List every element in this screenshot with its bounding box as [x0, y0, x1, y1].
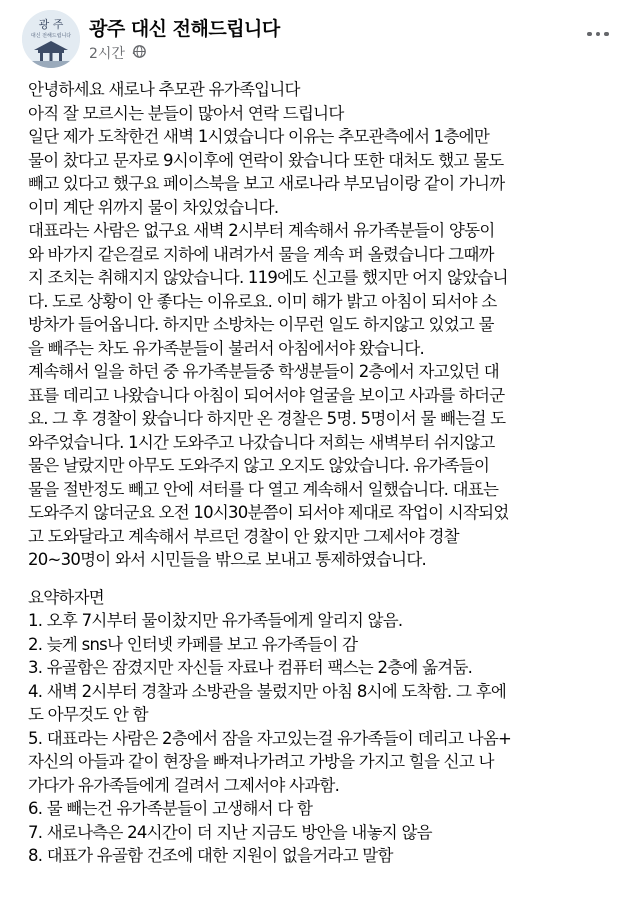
- summary-line: 6. 물 빼는건 유가족분들이 고생해서 다 함: [28, 799, 313, 818]
- page-avatar[interactable]: [22, 10, 80, 68]
- summary-line: 1. 오후 7시부터 물이찼지만 유가족들에게 알리지 않음.: [28, 611, 403, 630]
- avatar-logo-icon: [22, 10, 80, 68]
- story-line: 일단 제가 도착한건 새벽 1시였습니다 이유는 추모관측에서 1층에만: [28, 127, 490, 146]
- post-timestamp[interactable]: [89, 43, 138, 63]
- story-line: 요. 그 후 경찰이 왔습니다 하지만 온 경찰은 5명. 5명이서 물 빼는걸 도: [28, 409, 506, 428]
- more-dot: [596, 32, 601, 37]
- globe-icon[interactable]: [133, 45, 146, 58]
- summary-line: 가다가 유가족들에게 걸려서 그제서야 사과함.: [28, 775, 340, 795]
- story-line: 지 조치는 취해지지 않았습니다. 119에도 신고를 했지만 어지 않았습니: [28, 268, 508, 287]
- story-line: 물은 날랐지만 아무도 도와주지 않고 오지도 않았습니다. 유가족들이: [28, 456, 490, 475]
- post-header: [0, 0, 640, 70]
- avatar-subtitle: 대신 전해드립니다: [30, 33, 72, 39]
- story-line: 빼고 있다고 했구요 페이스북을 보고 새로나라 부모님이랑 같이 가니까: [28, 174, 505, 193]
- story-line: 물이 찼다고 문자로 9시이후에 연락이 왔습니다 또한 대처도 했고 물도: [28, 150, 504, 170]
- story-line: 와 바가지 같은걸로 지하에 내려가서 물을 계속 퍼 올렸습니다 그때까: [28, 244, 494, 264]
- post-text: [28, 78, 628, 868]
- story-line: 안녕하세요 새로나 추모관 유가족입니다: [28, 80, 300, 99]
- story-line: 와주었습니다. 1시간 도와주고 나갔습니다 저희는 새벽부터 쉬지않고: [28, 432, 495, 452]
- separator-dot: ·: [126, 46, 136, 62]
- story-line: 대표라는 사람은 없구요 새벽 2시부터 계속해서 유가족분들이 양동이: [28, 221, 495, 240]
- story-line: 도와주지 않더군요 오전 10시30분쯤이 되서야 제대로 작업이 시작되었: [28, 503, 509, 522]
- avatar-title: 광 주: [38, 18, 64, 31]
- summary-heading: 요약하자면: [28, 587, 104, 607]
- more-options-button[interactable]: [578, 22, 618, 46]
- more-dot: [587, 32, 592, 37]
- summary-line: 도 아무것도 안 함: [28, 705, 148, 724]
- page-name[interactable]: 광주 대신 전해드립니다: [89, 18, 280, 40]
- summary-line: 2. 늦게 sns나 인터넷 카페를 보고 유가족들이 감: [28, 634, 358, 654]
- story-line: 아직 잘 모르시는 분들이 많아서 연락 드립니다: [28, 103, 344, 123]
- story-line: 다. 도로 상황이 안 좋다는 이유로요. 이미 해가 밝고 아침이 되서야 소: [28, 291, 497, 311]
- more-dot: [604, 32, 609, 37]
- paragraph-gap: [28, 572, 628, 586]
- story-line: 표를 데리고 나왔습니다 아침이 되어서야 얼굴을 보이고 사과를 하더군: [28, 385, 505, 405]
- summary-line: 7. 새로나측은 24시간이 더 지난 지금도 방안을 내놓지 않음: [28, 822, 432, 842]
- story-line: 계속해서 일을 하던 중 유가족분들중 학생분들이 2층에서 자고있던 대: [28, 362, 499, 381]
- story-line: 20~30명이 와서 시민들을 밖으로 보내고 통제하였습니다.: [28, 550, 427, 569]
- summary-line: 8. 대표가 유골함 건조에 대한 지원이 없을거라고 말함: [28, 846, 393, 865]
- summary-line: 자신의 아들과 같이 현장을 빠져나가려고 가방을 가지고 힐을 신고 나: [28, 752, 494, 771]
- story-line: 을 빼주는 차도 유가족분들이 불러서 아침에서야 왔습니다.: [28, 338, 424, 358]
- story-line: 고 도와달라고 계속해서 부르던 경찰이 안 왔지만 그제서야 경찰: [28, 526, 459, 546]
- summary-line: 4. 새벽 2시부터 경찰과 소방관을 불렀지만 아침 8시에 도착함. 그 후에: [28, 681, 507, 701]
- story-line: 이미 계단 위까지 물이 차있었습니다.: [28, 197, 279, 217]
- story-line: 방차가 들어옵니다. 하지만 소방차는 이무런 일도 하지않고 있었고 물: [28, 315, 494, 334]
- summary-line: 5. 대표라는 사람은 2층에서 잠을 자고있는걸 유가족들이 데리고 나옴+: [28, 728, 512, 748]
- summary-line: 3. 유골함은 잠겼지만 자신들 자료나 컴퓨터 팩스는 2층에 옮겨둠.: [28, 658, 473, 677]
- story-line: 물을 절반정도 빼고 안에 셔터를 다 열고 계속해서 일했습니다. 대표는: [28, 479, 499, 499]
- post-time-label[interactable]: 2시간: [89, 46, 125, 62]
